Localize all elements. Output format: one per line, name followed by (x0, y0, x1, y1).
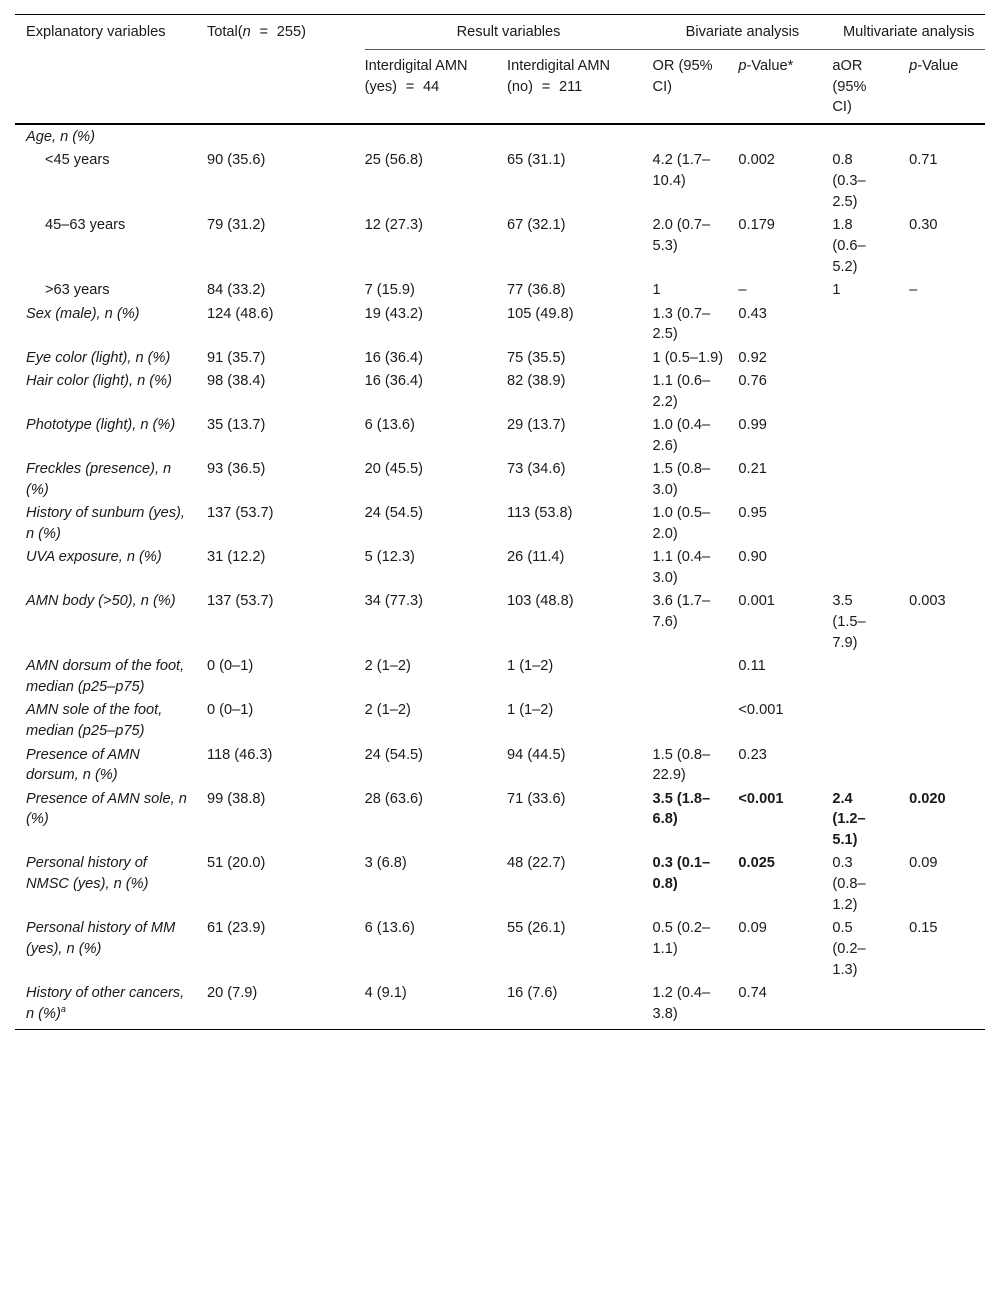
variable-label: AMN sole of the foot, median (p25–p75) (26, 702, 163, 740)
amn-yes-cell: 28 (63.6) (364, 790, 423, 807)
total-cell: 93 (36.5) (206, 461, 266, 478)
aor-cell (832, 124, 909, 150)
total-cell: 91 (35.7) (206, 349, 266, 366)
table-row (15, 547, 985, 591)
amn-no-cell: 73 (34.6) (507, 461, 566, 478)
p-value-cell: 0.90 (738, 549, 767, 566)
p-value-cell: 0.43 (738, 305, 767, 322)
variable-label: >63 years (45, 282, 110, 299)
or-cell: 4.2 (1.7–10.4) (652, 152, 711, 190)
aor-cell (832, 348, 909, 371)
variable-label: Phototype (light), n (%) (26, 417, 176, 434)
variable-label: Sex (male), n (%) (26, 305, 140, 322)
or-cell: 3.5 (1.8–6.8) (652, 790, 711, 828)
p-value-cell (738, 124, 832, 150)
or-cell: 1.1 (0.4–3.0) (652, 549, 711, 587)
total-cell: 51 (20.0) (206, 855, 266, 872)
or-cell: 1.2 (0.4–3.8) (652, 985, 711, 1023)
or-cell (653, 124, 739, 150)
aor-cell (832, 459, 909, 503)
aor-cell (832, 503, 909, 547)
aor-cell: 0.8 (0.3–2.5) (832, 152, 866, 211)
p-value-cell: 0.21 (738, 461, 767, 478)
amn-yes-cell: 20 (45.5) (364, 461, 423, 478)
table-row (15, 789, 985, 854)
amn-no-cell: 103 (48.8) (507, 593, 574, 610)
header-aor-ci: aOR (95% CI) (832, 49, 909, 124)
p-value-cell: 0.74 (738, 985, 767, 1002)
total-cell: 79 (31.2) (206, 217, 266, 234)
header-adjusted-p-value: p-Value (909, 49, 985, 124)
or-cell: 1.1 (0.6–2.2) (652, 372, 711, 410)
p-value-cell: 0.025 (738, 855, 775, 872)
adjusted-p-value-cell (909, 983, 985, 1029)
total-cell: 0 (0–1) (206, 658, 254, 675)
amn-yes-cell: 16 (36.4) (364, 372, 423, 389)
header-p-value: p-Value* (738, 49, 832, 124)
variable-label: History of other cancers, n (%)$^a$ (26, 985, 185, 1023)
p-value-cell: 0.11 (738, 658, 766, 675)
amn-no-cell: 71 (33.6) (507, 790, 566, 807)
total-cell: 124 (48.6) (206, 305, 274, 322)
total-cell: 61 (23.9) (206, 920, 266, 937)
variable-label: Presence of AMN sole, n (%) (26, 790, 187, 828)
aor-cell (832, 656, 909, 700)
table-row (15, 503, 985, 547)
amn-no-cell: 29 (13.7) (507, 417, 566, 434)
header-bivariate-analysis: Bivariate analysis (653, 15, 833, 50)
table-row (15, 745, 985, 789)
amn-yes-cell (365, 124, 507, 150)
adjusted-p-value-cell (909, 348, 985, 371)
p-value-cell: 0.002 (738, 152, 775, 169)
amn-yes-cell: 19 (43.2) (364, 305, 423, 322)
amn-yes-cell: 25 (56.8) (364, 152, 423, 169)
aor-cell: 1 (832, 282, 841, 299)
amn-no-cell: 26 (11.4) (507, 549, 565, 566)
or-cell: 0.3 (0.1–0.8) (652, 855, 711, 893)
p-value-cell: – (738, 282, 747, 299)
amn-yes-cell: 12 (27.3) (364, 217, 423, 234)
results-table (15, 14, 985, 1030)
table-row (15, 591, 985, 656)
p-value-cell: 0.23 (738, 746, 767, 763)
aor-cell: 0.5 (0.2–1.3) (832, 920, 866, 978)
amn-no-cell: 67 (32.1) (507, 217, 566, 234)
adjusted-p-value-cell: 0.71 (909, 152, 938, 169)
or-cell: 3.6 (1.7–7.6) (652, 593, 711, 631)
total-cell (207, 124, 365, 150)
header-total: Total(n = 255) (207, 15, 365, 125)
variable-label: History of sunburn (yes), n (%) (26, 505, 185, 543)
header-multivariate-analysis: Multivariate analysis (832, 15, 985, 50)
p-value-cell: 0.001 (738, 593, 775, 610)
p-value-cell: <0.001 (738, 790, 784, 807)
variable-label: Eye color (light), n (%) (26, 349, 171, 366)
p-value-cell: 0.76 (738, 372, 767, 389)
aor-cell (832, 547, 909, 591)
aor-cell (832, 371, 909, 415)
aor-cell (832, 700, 909, 744)
total-cell: 118 (46.3) (206, 746, 273, 763)
aor-cell (832, 983, 909, 1029)
variable-label: Freckles (presence), n (%) (26, 461, 172, 498)
variable-label: AMN body (>50), n (%) (26, 593, 176, 610)
or-cell (653, 656, 739, 700)
amn-no-cell: 65 (31.1) (507, 152, 566, 169)
variable-label: Presence of AMN dorsum, n (%) (26, 746, 140, 784)
variable-label: Age, n (%) (26, 129, 95, 146)
amn-yes-cell: 7 (15.9) (364, 282, 415, 299)
amn-yes-cell: 6 (13.6) (364, 920, 415, 937)
table-row (15, 700, 985, 744)
amn-no-cell: 113 (53.8) (507, 505, 573, 522)
amn-yes-cell: 4 (9.1) (364, 985, 407, 1002)
p-value-cell: 0.99 (738, 417, 767, 434)
or-cell: 1.5 (0.8–22.9) (652, 746, 711, 784)
amn-yes-cell: 16 (36.4) (364, 349, 423, 366)
aor-cell: 0.3 (0.8–1.2) (832, 855, 866, 914)
amn-no-cell: 75 (35.5) (507, 349, 566, 366)
adjusted-p-value-cell (909, 459, 985, 503)
or-cell: 1 (652, 282, 661, 299)
amn-yes-cell: 2 (1–2) (364, 702, 411, 719)
or-cell: 2.0 (0.7–5.3) (652, 217, 711, 255)
variable-label: UVA exposure, n (%) (26, 549, 162, 566)
amn-no-cell: 1 (1–2) (507, 702, 554, 719)
adjusted-p-value-cell (909, 547, 985, 591)
total-cell: 20 (7.9) (206, 985, 258, 1002)
header-interdigital-amn-yes: Interdigital AMN (yes) = 44 (365, 49, 507, 124)
aor-cell: 1.8 (0.6–5.2) (832, 217, 866, 275)
p-value-cell: 0.179 (738, 217, 775, 234)
table-row (15, 150, 985, 215)
total-cell: 137 (53.7) (206, 505, 274, 522)
amn-no-cell: 16 (7.6) (507, 985, 558, 1002)
or-cell: 1.3 (0.7–2.5) (652, 305, 711, 343)
p-value-cell: 0.09 (738, 920, 767, 937)
adjusted-p-value-cell: 0.020 (909, 790, 946, 807)
table-row (15, 983, 985, 1029)
variable-label: AMN dorsum of the foot, median (p25–p75) (26, 658, 185, 696)
aor-cell (832, 745, 909, 789)
aor-cell (832, 415, 909, 459)
total-cell: 90 (35.6) (206, 152, 266, 169)
or-cell: 1.5 (0.8–3.0) (652, 461, 711, 498)
or-cell (653, 700, 739, 744)
amn-yes-cell: 2 (1–2) (364, 658, 411, 675)
amn-yes-cell: 24 (54.5) (364, 746, 423, 763)
adjusted-p-value-cell: – (909, 282, 918, 299)
total-cell: 0 (0–1) (206, 702, 254, 719)
amn-no-cell: 82 (38.9) (507, 372, 566, 389)
adjusted-p-value-cell (909, 503, 985, 547)
table-body (15, 124, 985, 1029)
adjusted-p-value-cell (909, 700, 985, 744)
total-cell: 99 (38.8) (206, 790, 266, 807)
total-cell: 137 (53.7) (206, 593, 274, 610)
or-cell: 1 (0.5–1.9) (652, 349, 724, 366)
amn-no-cell: 94 (44.5) (507, 746, 566, 763)
table-row (15, 124, 985, 150)
aor-cell: 2.4 (1.2–5.1) (832, 790, 866, 849)
amn-yes-cell: 34 (77.3) (364, 593, 423, 610)
amn-no-cell: 77 (36.8) (507, 282, 566, 299)
adjusted-p-value-cell (909, 415, 985, 459)
amn-no-cell: 55 (26.1) (507, 920, 566, 937)
amn-yes-cell: 3 (6.8) (364, 855, 407, 872)
total-cell: 98 (38.4) (206, 372, 266, 389)
adjusted-p-value-cell (909, 371, 985, 415)
table-row (15, 853, 985, 918)
table-row (15, 280, 985, 303)
variable-label: Hair color (light), n (%) (26, 372, 172, 389)
variable-label: Personal history of MM (yes), n (%) (26, 920, 176, 958)
adjusted-p-value-cell (909, 304, 985, 348)
amn-no-cell: 1 (1–2) (507, 658, 554, 675)
or-cell: 1.0 (0.5–2.0) (652, 505, 711, 543)
table-row (15, 415, 985, 459)
p-value-cell: <0.001 (738, 702, 784, 719)
header-or-ci: OR (95% CI) (653, 49, 739, 124)
table-header (15, 15, 985, 125)
amn-no-cell: 48 (22.7) (507, 855, 566, 872)
adjusted-p-value-cell: 0.003 (909, 593, 946, 610)
table-row (15, 304, 985, 348)
adjusted-p-value-cell (909, 745, 985, 789)
adjusted-p-value-cell: 0.09 (909, 855, 938, 872)
amn-yes-cell: 5 (12.3) (364, 549, 415, 566)
p-value-cell: 0.95 (738, 505, 767, 522)
variable-label: 45–63 years (45, 217, 126, 234)
total-cell: 31 (12.2) (206, 549, 266, 566)
total-cell: 84 (33.2) (206, 282, 266, 299)
table-row (15, 215, 985, 280)
adjusted-p-value-cell (909, 656, 985, 700)
total-cell: 35 (13.7) (206, 417, 266, 434)
variable-label: Personal history of NMSC (yes), n (%) (26, 855, 149, 893)
amn-no-cell: 105 (49.8) (507, 305, 574, 322)
aor-cell: 3.5 (1.5–7.9) (832, 593, 866, 652)
aor-cell (832, 304, 909, 348)
table-row (15, 656, 985, 700)
or-cell: 0.5 (0.2–1.1) (652, 920, 711, 958)
amn-yes-cell: 6 (13.6) (364, 417, 415, 434)
header-interdigital-amn-no: Interdigital AMN (no) = 211 (507, 49, 653, 124)
amn-no-cell (507, 124, 653, 150)
header-explanatory-variables: Explanatory variables (15, 15, 207, 125)
adjusted-p-value-cell (909, 124, 985, 150)
table-row (15, 371, 985, 415)
header-result-variables: Result variables (365, 15, 653, 50)
variable-label: <45 years (45, 152, 110, 169)
table-row (15, 459, 985, 503)
or-cell: 1.0 (0.4–2.6) (652, 417, 711, 454)
adjusted-p-value-cell: 0.15 (909, 920, 938, 937)
amn-yes-cell: 24 (54.5) (364, 505, 423, 522)
adjusted-p-value-cell: 0.30 (909, 217, 938, 234)
table-row (15, 348, 985, 371)
p-value-cell: 0.92 (738, 349, 767, 366)
table-row (15, 918, 985, 983)
